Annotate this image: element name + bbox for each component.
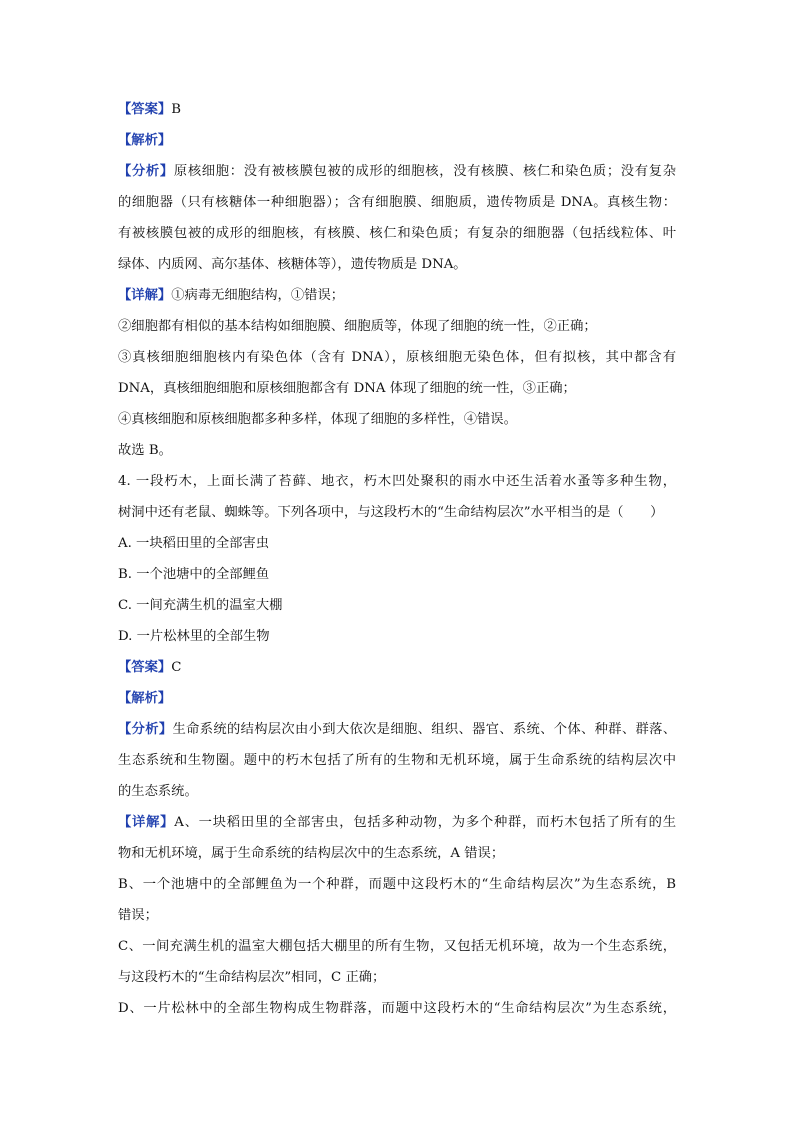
document-page (118, 100, 676, 1030)
q4-xiangjie-line-6: 与这段朽木的“生命结构层次”相同，C 正确； (118, 970, 386, 985)
q4-stem-line-2: 树洞中还有老鼠、蜘蛛等。下列各项中，与这段朽木的“生命结构层次”水平相当的是（ ） (118, 505, 664, 520)
q4-analysis-heading (118, 689, 676, 709)
q4-xiangjie-tag: 【详解】 (118, 815, 175, 830)
q4-xiangjie-line-1 (118, 813, 676, 833)
q3-xiangjie-line-3: ③真核细胞细胞核内有染色体（含有 DNA），原核细胞无染色体，但有拟核，其中都含有 (118, 350, 676, 365)
q3-conclusion: 故选 B。 (118, 443, 172, 458)
q4-fenxi-line-3: 的生态系统。 (118, 784, 198, 799)
q4-xiangjie-line-4: 错误； (118, 908, 158, 923)
q4-answer-line (118, 658, 676, 678)
q3-xiangjie-text-1: ①病毒无细胞结构，①错误； (171, 288, 345, 303)
q3-fenxi-text-1: 原核细胞：没有被核膜包被的成形的细胞核，没有核膜、核仁和染色质；没有复杂 (173, 164, 676, 179)
q3-answer-tag: 【答案】 (118, 102, 172, 117)
q3-analysis-tag: 【解析】 (118, 133, 172, 148)
q3-xiangjie-tag: 【详解】 (118, 288, 172, 303)
q4-fenxi-line-1 (118, 720, 676, 740)
q3-answer-value: B (171, 102, 181, 117)
q3-xiangjie-line-2: ②细胞都有相似的基本结构如细胞膜、细胞质等，体现了细胞的统一性，②正确； (118, 319, 597, 334)
q3-answer-line (118, 100, 676, 120)
q3-fenxi-line-4: 绿体、内质网、高尔基体、核糖体等），遗传物质是 DNA。 (118, 257, 467, 272)
q4-fenxi-tag: 【分析】 (118, 722, 173, 737)
q3-xiangjie-line-5: ④真核细胞和原核细胞都多种多样，体现了细胞的多样性，④错误。 (118, 412, 517, 427)
q4-xiangjie-line-3: B、一个池塘中的全部鲤鱼为一个种群，而题中这段朽木的“生命结构层次”为生态系统，B (118, 877, 676, 892)
q4-xiangjie-line-5: C、一间充满生机的温室大棚包括大棚里的所有生物，又包括无机环境，故为一个生态系统， (118, 939, 676, 954)
q3-analysis-heading (118, 131, 676, 151)
q4-answer-value: C (171, 660, 182, 675)
q3-fenxi-tag: 【分析】 (118, 164, 174, 179)
q4-option-a: A. 一块稻田里的全部害虫 (118, 536, 270, 551)
q4-option-d: D. 一片松林里的全部生物 (118, 629, 270, 644)
q3-fenxi-line-1 (118, 162, 676, 182)
q3-xiangjie-line-4: DNA，真核细胞细胞和原核细胞都含有 DNA 体现了细胞的统一性，③正确； (118, 381, 576, 396)
q4-fenxi-line-2: 生态系统和生物圈。题中的朽木包括了所有的生物和无机环境，属于生命系统的结构层次中 (118, 753, 676, 768)
q4-xiangjie-line-7: D、一片松林中的全部生物构成生物群落，而题中这段朽木的“生命结构层次”为生态系统， (118, 1001, 676, 1016)
q4-analysis-tag: 【解析】 (118, 691, 172, 706)
q4-option-b: B. 一个池塘中的全部鲤鱼 (118, 567, 270, 582)
q4-fenxi-text-1: 生命系统的结构层次由小到大依次是细胞、组织、器官、系统、个体、种群、群落、 (172, 722, 676, 737)
q4-option-c: C. 一间充满生机的温室大棚 (118, 598, 283, 613)
q4-xiangjie-text-1: A、一块稻田里的全部害虫，包括多种动物，为多个种群，而朽木包括了所有的生 (174, 815, 676, 830)
q3-fenxi-line-3: 有被核膜包被的成形的细胞核，有核膜、核仁和染色质；有复杂的细胞器（包括线粒体、叶 (118, 226, 676, 241)
q3-fenxi-line-2: 的细胞器（只有核糖体一种细胞器）；含有细胞膜、细胞质，遗传物质是 DNA。真核生物： (118, 195, 676, 210)
q3-xiangjie-line-1 (118, 286, 676, 306)
q4-answer-tag: 【答案】 (118, 660, 172, 675)
q4-stem-line-1: 4. 一段朽木，上面长满了苔藓、地衣，朽木凹处聚积的雨水中还生活着水蚤等多种生物， (118, 474, 676, 489)
q4-xiangjie-line-2: 物和无机环境，属于生命系统的结构层次中的生态系统，A 错误； (118, 846, 505, 861)
